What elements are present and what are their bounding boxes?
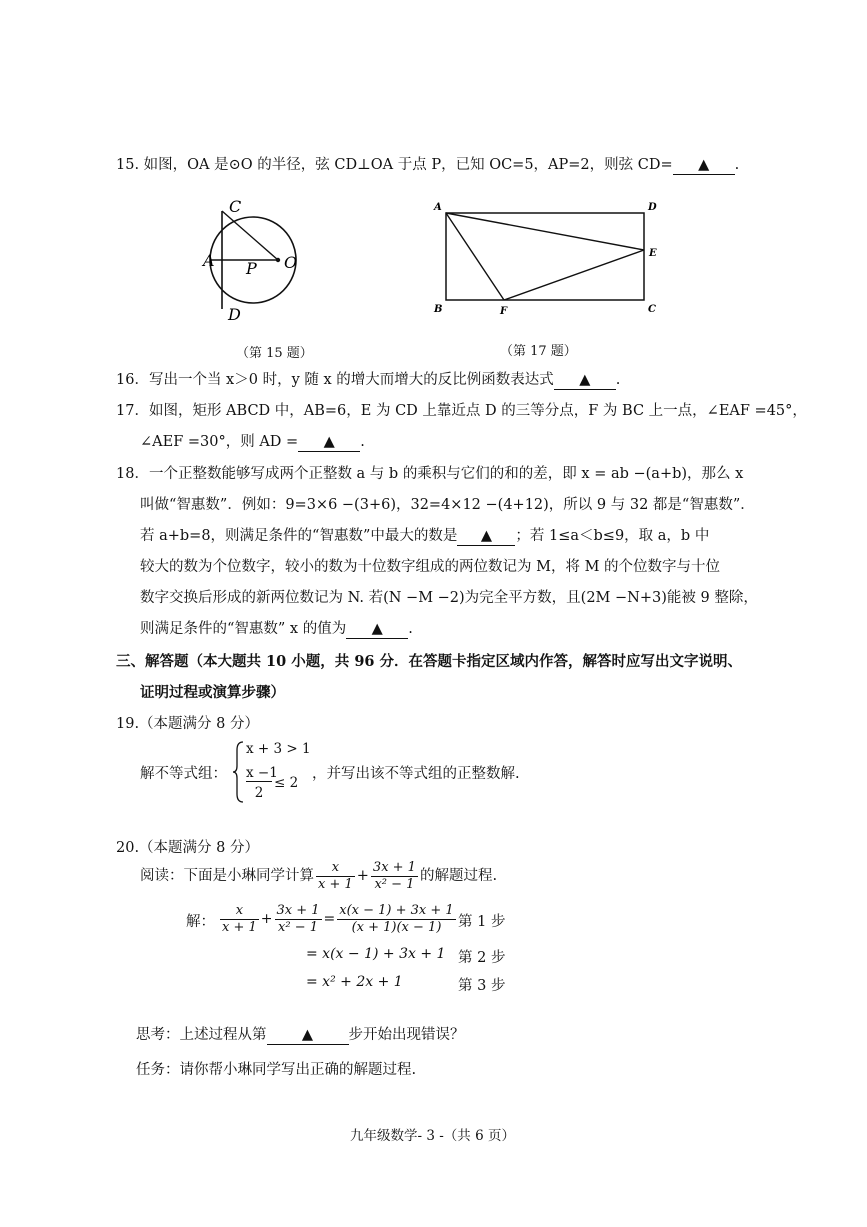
fraction-2-denominator: x² − 1	[374, 876, 415, 892]
figure-15-caption: （第 15 题）	[236, 346, 313, 361]
q15-period: .	[734, 157, 740, 173]
q20-task: 任务：请你帮小琳同学写出正确的解题过程.	[136, 1062, 417, 1078]
plus-sign: +	[356, 867, 369, 884]
q18-line5: 数字交换后形成的新两位数记为 N. 若(N −M −2)为完全平方数，且(2M −N+3)能被 9 整除，	[140, 590, 758, 606]
q19-tail: ，并写出该不等式组的正整数解.	[312, 766, 520, 782]
step1-plus-sign: +	[260, 911, 273, 928]
q20-think	[136, 1023, 465, 1045]
label-e: E	[649, 248, 657, 259]
q17-stem: ∠AEF =30°，则 AD =	[140, 434, 299, 450]
label-c: C	[648, 304, 656, 315]
label-b: B	[434, 304, 443, 315]
q20-reading	[140, 860, 497, 892]
step1-fraction-2-denominator: x² − 1	[278, 919, 318, 935]
q17-answer-blank[interactable]: ▲	[298, 435, 360, 452]
step1-fraction-1-denominator: x + 1	[222, 919, 257, 935]
figure-15	[195, 190, 320, 330]
step-2-label: 第 2 步	[458, 950, 506, 966]
q18-answer-blank-2[interactable]: ▲	[346, 622, 408, 639]
q18-period: .	[408, 621, 413, 637]
q20-think-pre: 思考：上述过程从第	[136, 1027, 267, 1043]
q18-line1: 18．一个正整数能够写成两个正整数 a 与 b 的乘积与它们的和的差，即 x = ab −(a+b)，那么 x	[116, 466, 744, 482]
fraction-1-numerator: x	[316, 860, 355, 877]
q19-inequality-2-numerator: x −1	[246, 765, 278, 781]
step1-fraction-1-numerator: x	[220, 903, 259, 920]
q18-line3	[140, 524, 709, 546]
q18-answer-blank-1[interactable]: ▲	[457, 529, 515, 546]
q18-line2: 叫做“智惠数”．例如：9=3×6 −(3+6)，32=4×12 −(4+12)，所以 9 与 32 都是“智惠数”．	[140, 497, 755, 513]
q17-line1: 17．如图，矩形 ABCD 中，AB=6，E 为 CD 上靠近点 D 的三等分点，F 为 BC 上一点，∠EAF =45°，	[116, 403, 807, 419]
q18-stem-c: 则满足条件的“智惠数” x 的值为	[140, 621, 347, 637]
q20-answer-blank[interactable]: ▲	[267, 1028, 349, 1045]
label-c: C	[229, 197, 242, 216]
label-o: O	[284, 253, 298, 272]
solution-step-3: = x² + 2x + 1	[306, 974, 403, 990]
point-o	[276, 258, 280, 262]
solution-step-2: = x(x − 1) + 3x + 1	[306, 946, 446, 962]
q17-period: .	[360, 434, 365, 450]
solution-step-1	[218, 903, 458, 935]
q17-line2	[140, 430, 365, 452]
fraction-2	[371, 860, 418, 892]
q20-header: 20.（本题满分 8 分）	[116, 840, 260, 856]
segment-ae	[446, 213, 644, 250]
page-footer: 九年级数学- 3 -（共 6 页）	[350, 1128, 515, 1144]
fraction-1	[316, 860, 355, 892]
q16-text	[116, 368, 620, 390]
q18-stem-a: 若 a+b=8，则满足条件的“智惠数”中最大的数是	[140, 528, 458, 544]
figure-17	[430, 198, 665, 323]
label-a: A	[434, 202, 442, 213]
q19-inequality-2-denominator: 2	[254, 785, 264, 801]
q19-inequality-1: x + 3 > 1	[246, 741, 311, 757]
q20-reading-pre: 阅读：下面是小琳同学计算	[140, 867, 314, 884]
step1-fraction-2	[275, 903, 322, 935]
solution-label: 解：	[186, 914, 215, 930]
fraction-1-denominator: x + 1	[318, 876, 353, 892]
label-p: P	[246, 259, 257, 278]
step-3-label: 第 3 步	[458, 978, 506, 994]
equals-sign: =	[323, 911, 336, 928]
step1-fraction-1	[220, 903, 259, 935]
label-d: D	[648, 202, 657, 213]
q19-header: 19.（本题满分 8 分）	[116, 716, 260, 732]
brace-icon	[232, 740, 246, 804]
step1-fraction-2-numerator: 3x + 1	[276, 903, 320, 918]
q18-stem-b: ；若 1≤a＜b≤9，取 a，b 中	[515, 528, 710, 544]
step-1-label: 第 1 步	[458, 914, 506, 930]
step1-result-fraction	[337, 903, 455, 935]
label-a: A	[203, 251, 215, 270]
section-3-title: 三、解答题（本大题共 10 小题，共 96 分．在答题卡指定区域内作答，解答时应写出文字说明、	[116, 653, 743, 670]
q19-prompt: 解不等式组：	[140, 766, 227, 782]
label-f: F	[500, 306, 508, 317]
q18-line4: 较大的数为个位数字，较小的数为十位数字组成的两位数记为 M，将 M 的个位数字与十位	[140, 559, 721, 575]
q20-reading-post: 的解题过程.	[419, 867, 498, 884]
segment-oc	[222, 211, 278, 260]
q18-line6	[140, 617, 413, 639]
section-3-subtitle: 证明过程或演算步骤）	[140, 684, 285, 701]
segment-af	[446, 213, 504, 300]
q16-answer-blank[interactable]: ▲	[554, 373, 616, 390]
step1-result-denominator: (x + 1)(x − 1)	[351, 919, 442, 935]
figure-17-caption: （第 17 题）	[500, 344, 577, 359]
q16-period: .	[615, 372, 621, 388]
label-d: D	[228, 305, 241, 324]
q20-think-post: 步开始出现错误？	[348, 1027, 465, 1043]
step1-result-numerator: x(x − 1) + 3x + 1	[339, 903, 454, 918]
q16-stem: 16．写出一个当 x＞0 时，y 随 x 的增大而增大的反比例函数表达式	[116, 372, 554, 388]
segment-ef	[504, 250, 644, 300]
fraction-2-numerator: 3x + 1	[372, 860, 416, 875]
q15-text	[116, 153, 739, 175]
q15-stem: 15. 如图，OA 是⊙O 的半径，弦 CD⊥OA 于点 P，已知 OC=5，AP=2，则弦 CD=	[116, 157, 673, 173]
q19-inequality-2-relation: ≤ 2	[274, 775, 299, 791]
q15-answer-blank[interactable]: ▲	[673, 158, 735, 175]
